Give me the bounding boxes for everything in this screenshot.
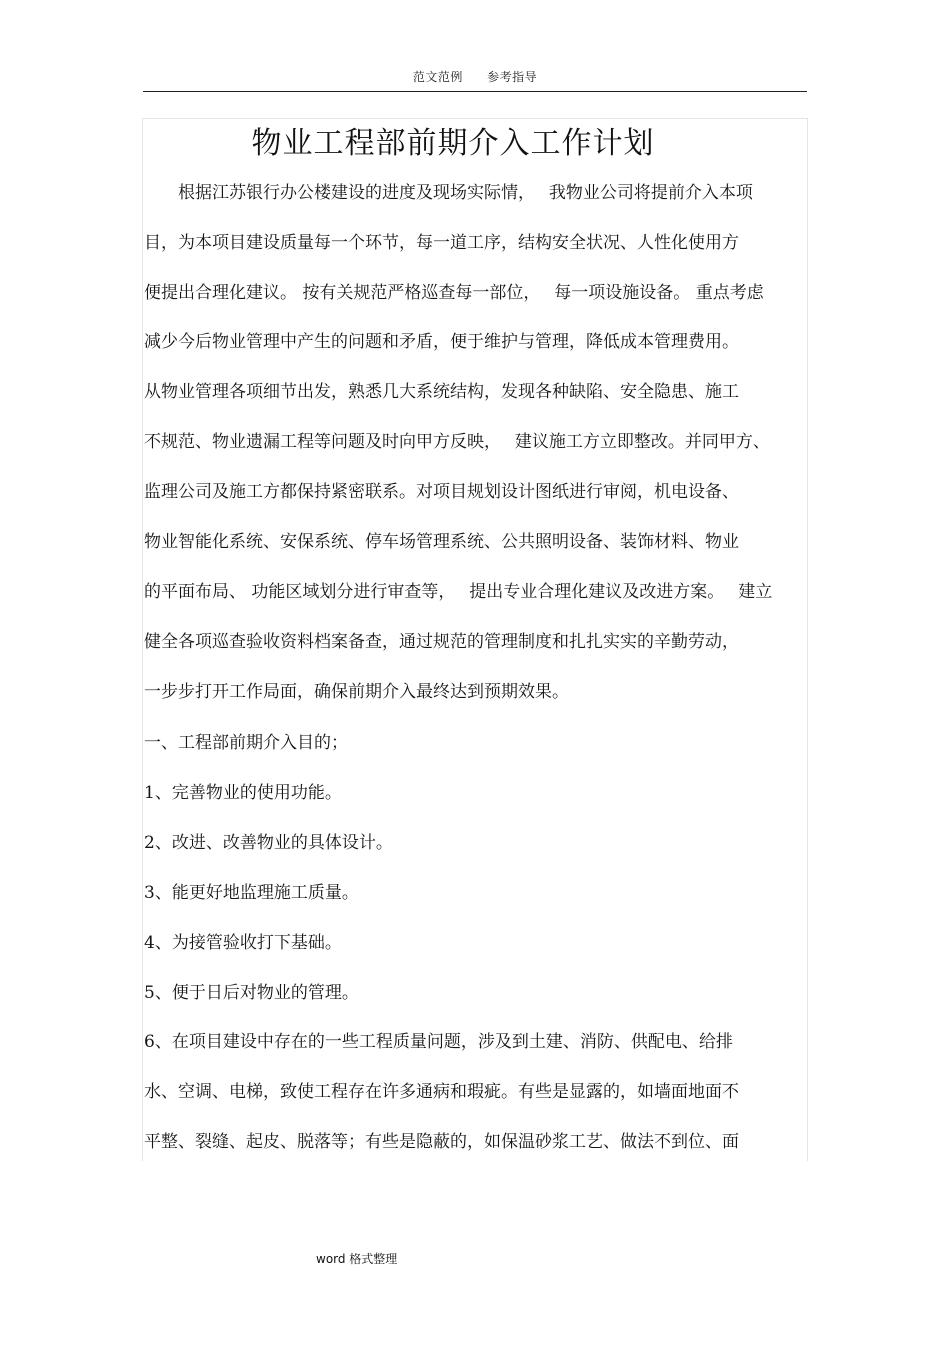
list-item: 1、完善物业的使用功能。 bbox=[144, 783, 342, 803]
text-line: 平整、裂缝、起皮、脱落等；有些是隐蔽的，如保温砂浆工艺、做法不到位、面 bbox=[144, 1132, 739, 1152]
text-line: 健全各项巡查验收资料档案备查，通过规范的管理制度和扎扎实实的辛勤劳动， bbox=[144, 632, 739, 652]
section-heading: 一、工程部前期介入目的； bbox=[144, 733, 348, 753]
text-line: 一步步打开工作局面，确保前期介入最终达到预期效果。 bbox=[144, 682, 569, 702]
text-line: 减少今后物业管理中产生的问题和矛盾，便于维护与管理，降低成本管理费用。 bbox=[144, 332, 739, 352]
text-line: 从物业管理各项细节出发，熟悉几大系统结构，发现各种缺陷、安全隐患、施工 bbox=[144, 382, 739, 402]
list-item: 6、在项目建设中存在的一些工程质量问题，涉及到土建、消防、供配电、给排 bbox=[144, 1032, 733, 1052]
page-footer: word 格式整理 bbox=[316, 1252, 398, 1266]
page-header bbox=[0, 68, 950, 85]
list-item: 2、改进、改善物业的具体设计。 bbox=[144, 833, 393, 853]
text-line: 目，为本项目建设质量每一个环节，每一道工序，结构安全状况、人性化使用方 bbox=[144, 233, 739, 253]
text-line: 监理公司及施工方都保持紧密联系。对项目规划设计图纸进行审阅，机电设备、 bbox=[144, 482, 739, 502]
header-right-text: 参考指导 bbox=[487, 70, 538, 84]
text-line: 物业智能化系统、安保系统、停车场管理系统、公共照明设备、装饰材料、物业 bbox=[144, 532, 739, 552]
list-item: 4、为接管验收打下基础。 bbox=[144, 933, 342, 953]
header-left-text: 范文范例 bbox=[412, 70, 463, 84]
text-line: 不规范、物业遗漏工程等问题及时向甲方反映， 建议施工方立即整改。并同甲方、 bbox=[144, 432, 770, 452]
text-line: 根据江苏银行办公楼建设的进度及现场实际情， 我物业公司将提前介入本项 bbox=[144, 183, 753, 203]
text-line: 的平面布局、 功能区域划分进行审查等， 提出专业合理化建议及改进方案。 建立 bbox=[144, 582, 773, 602]
text-line: 便提出合理化建议。 按有关规范严格巡查每一部位， 每一项设施设备。 重点考虑 bbox=[144, 283, 764, 303]
text-line: 水、空调、电梯，致使工程存在许多通病和瑕疵。有些是显露的，如墙面地面不 bbox=[144, 1082, 739, 1102]
document-title: 物业工程部前期介入工作计划 bbox=[251, 126, 655, 161]
list-item: 3、能更好地监理施工质量。 bbox=[144, 883, 359, 903]
list-item: 5、便于日后对物业的管理。 bbox=[144, 983, 359, 1003]
header-divider bbox=[143, 91, 807, 92]
